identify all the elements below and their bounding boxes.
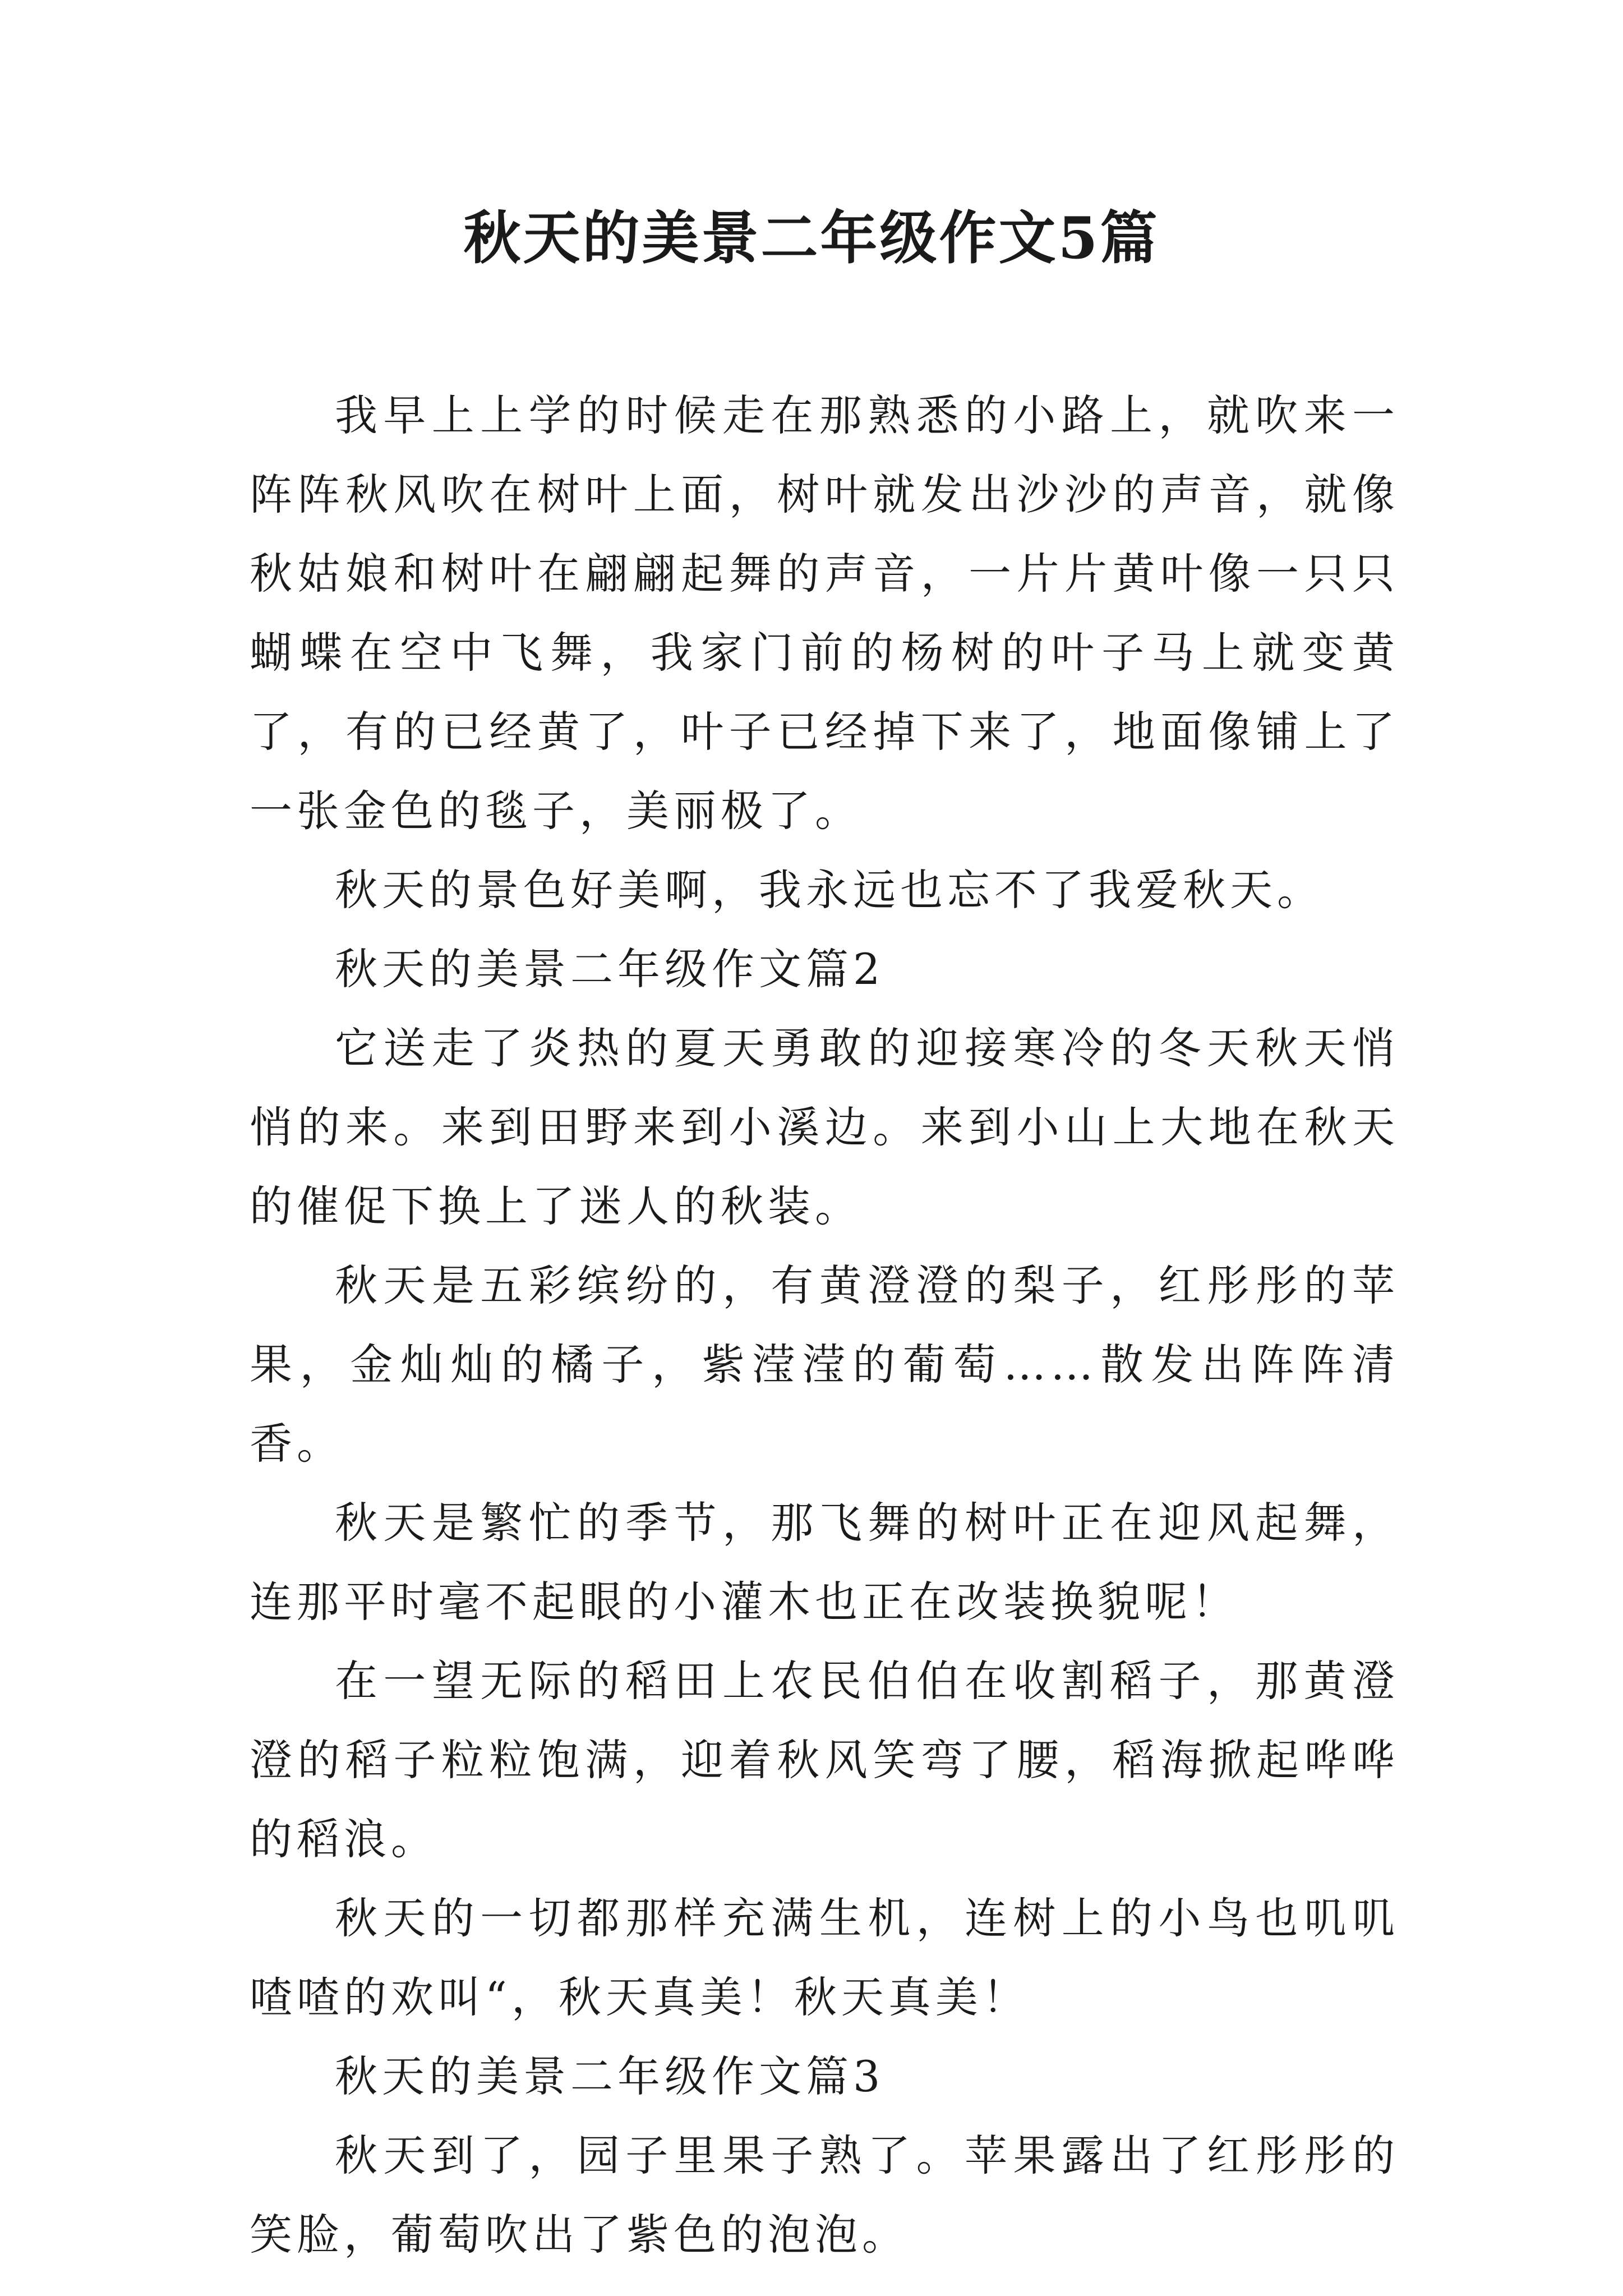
paragraph: 秋天的一切都那样充满生机，连树上的小鸟也叽叽喳喳的欢叫“，秋天真美！秋天真美！ (250, 1893, 1399, 2022)
section-heading: 秋天的美景二年级作文篇3 (335, 2051, 885, 2101)
document-body (250, 376, 1399, 2274)
paragraph: 它送走了炎热的夏天勇敢的迎接寒冷的冬天秋天悄悄的来。来到田野来到小溪边。来到小山上大地在秋天的催促下换上了迷人的秋装。 (250, 1023, 1399, 1231)
document-title: 秋天的美景二年级作文5篇 (463, 205, 1160, 272)
paragraph: 秋天是繁忙的季节，那飞舞的树叶正在迎风起舞，连那平时毫不起眼的小灌木也正在改装换貌呢！ (250, 1498, 1399, 1627)
paragraph: 秋天到了，园子里果子熟了。苹果露出了红彤彤的笑脸，葡萄吹出了紫色的泡泡。 (250, 2131, 1399, 2260)
paragraph: 我早上上学的时候走在那熟悉的小路上，就吹来一阵阵秋风吹在树叶上面，树叶就发出沙沙的声音，就像秋姑娘和树叶在翩翩起舞的声音，一片片黄叶像一只只蝴蝶在空中飞舞，我家门前的杨树的叶子马上就变黄了，有的已经黄了，叶子已经掉下来了，地面像铺上了一张金色的毯子，美丽极了。 (250, 390, 1399, 836)
section-heading: 秋天的美景二年级作文篇2 (335, 944, 885, 994)
paragraph: 在一望无际的稻田上农民伯伯在收割稻子，那黄澄澄的稻子粒粒饱满，迎着秋风笑弯了腰，稻海掀起哗哗的稻浪。 (250, 1656, 1399, 1864)
paragraph: 秋天是五彩缤纷的，有黄澄澄的梨子，红彤彤的苹果，金灿灿的橘子，紫滢滢的葡萄……散发出阵阵清香。 (250, 1260, 1399, 1469)
paragraph: 秋天的景色好美啊，我永远也忘不了我爱秋天。 (335, 865, 1324, 915)
